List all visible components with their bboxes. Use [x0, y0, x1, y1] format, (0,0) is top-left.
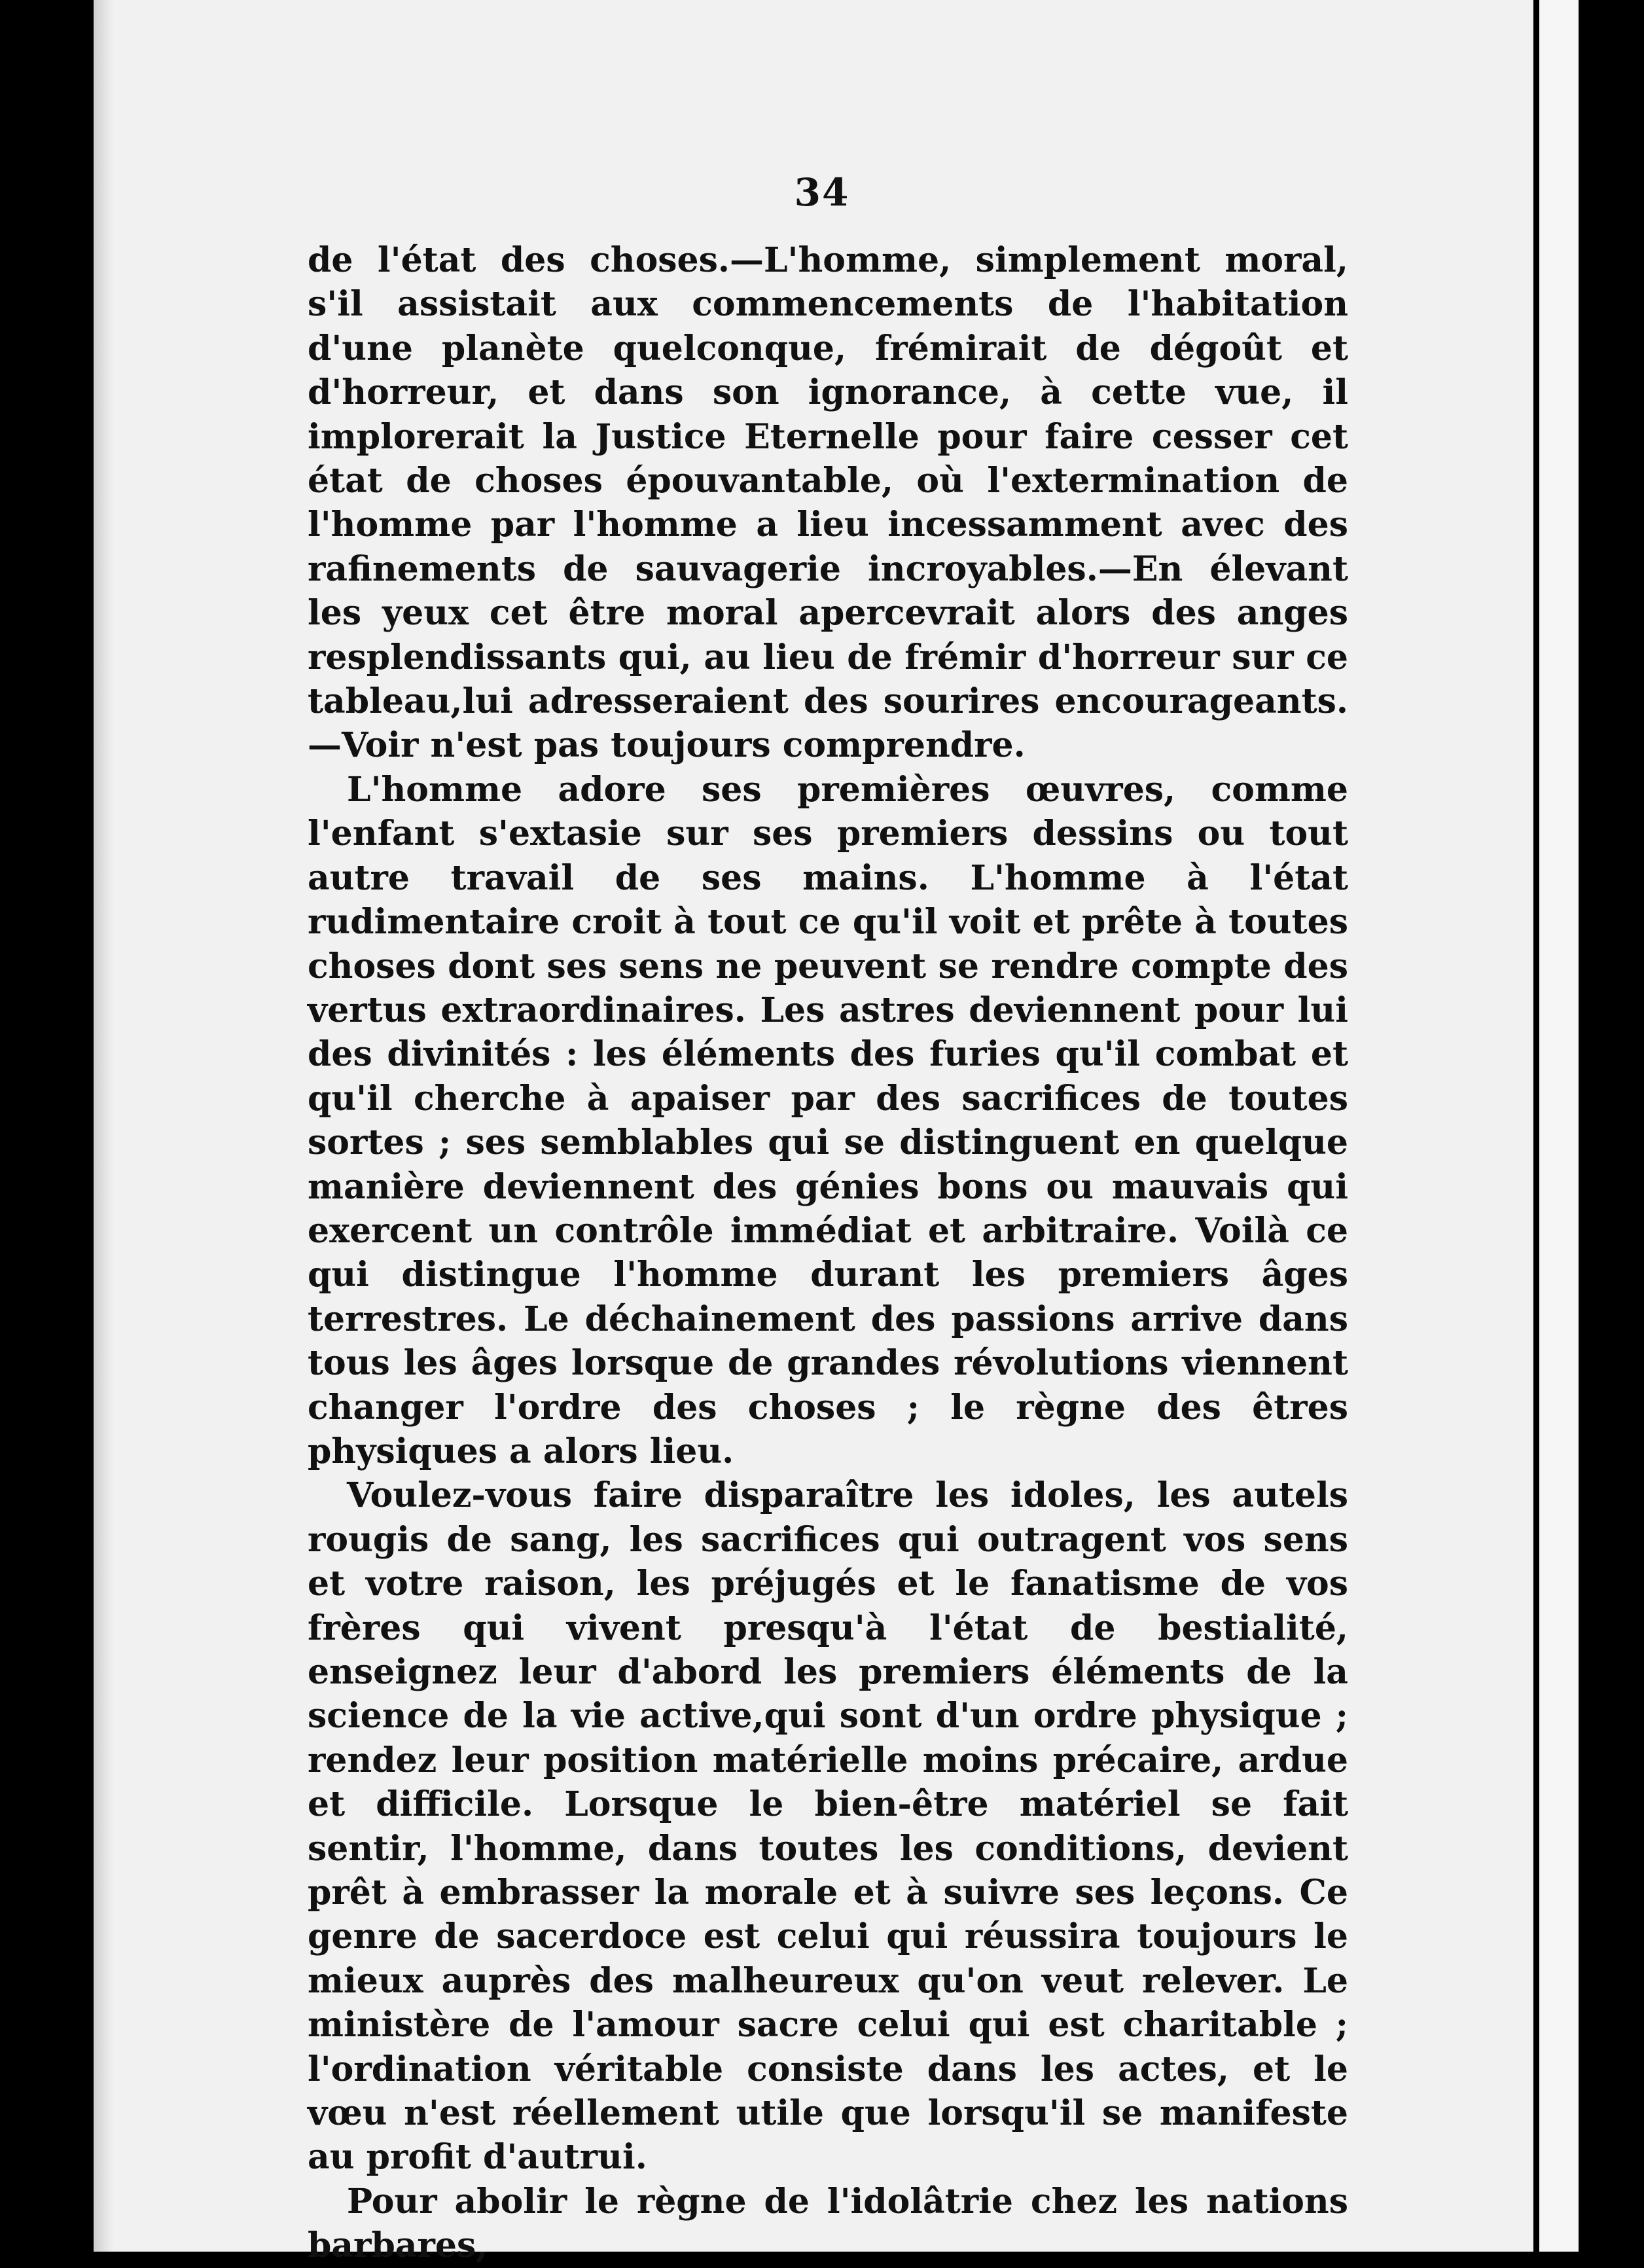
page-left-shadow [94, 0, 113, 2252]
body-text [308, 238, 1348, 2268]
page-right-edge [1539, 0, 1579, 2252]
paragraph-3: Voulez-vous faire disparaître les idoles, les autels rougis de sang, les sacrifices qui outragent vos sens et votre raison, les préjugés et le fanatisme de vos frères qui vivent presqu'à l'état de bestialité, enseignez leur d'abord les premiers éléments de la science de la vie active,qui sont d'un ordre physique ; rendez leur position matérielle moins précaire, ardue et difficile. Lorsque le bien-être matériel se fait sentir, l'homme, dans toutes les conditions, devient prêt à embrasser la morale et à suivre ses leçons. Ce genre de sacerdoce est celui qui réussira toujours le mieux auprès des malheureux qu'on veut relever. Le ministère de l'amour sacre celui qui est charitable ; l'ordination véritable consiste dans les actes, et le vœu n'est réellement utile que lorsqu'il se manifeste au profit d'autrui. [308, 1475, 1348, 2178]
paragraph-1: de l'état des choses.—L'homme, simplement moral, s'il assistait aux commencements de l'habitation d'une planète quelconque, frémirait de dégoût et d'horreur, et dans son ignorance, à cette vue, il implorerait la Justice Eternelle pour faire cesser cet état de choses épouvantable, où l'extermination de l'homme par l'homme a lieu incessamment avec des rafinements de sauvagerie incroyables.—En élevant les yeux cet être moral apercevrait alors des anges resplendissants qui, au lieu de frémir d'horreur sur ce tableau,lui adresseraient des sourires encourageants.—Voir n'est pas toujours comprendre. [308, 240, 1348, 766]
page-number: 34 [794, 170, 850, 215]
paragraph-4: Pour abolir le règne de l'idolâtrie chez les nations barbares, [308, 2181, 1348, 2266]
paragraph-2: L'homme adore ses premières œuvres, comme l'enfant s'extasie sur ses premiers dessins ou tout autre travail de ses mains. L'homme à l'état rudimentaire croit à tout ce qu'il voit et prête à toutes choses dont ses sens ne peuvent se rendre compte des vertus extraordinaires. Les astres deviennent pour lui des divinités : les éléments des furies qu'il combat et qu'il cherche à apaiser par des sacrifices de toutes sortes ; ses semblables qui se distinguent en quelque manière deviennent des génies bons ou mauvais qui exercent un contrôle immédiat et arbitraire. Voilà ce qui distingue l'homme durant les premiers âges terrestres. Le déchainement des passions arrive dans tous les âges lorsque de grandes révolutions viennent changer l'ordre des choses ; le règne des êtres physiques a alors lieu. [308, 769, 1348, 1471]
